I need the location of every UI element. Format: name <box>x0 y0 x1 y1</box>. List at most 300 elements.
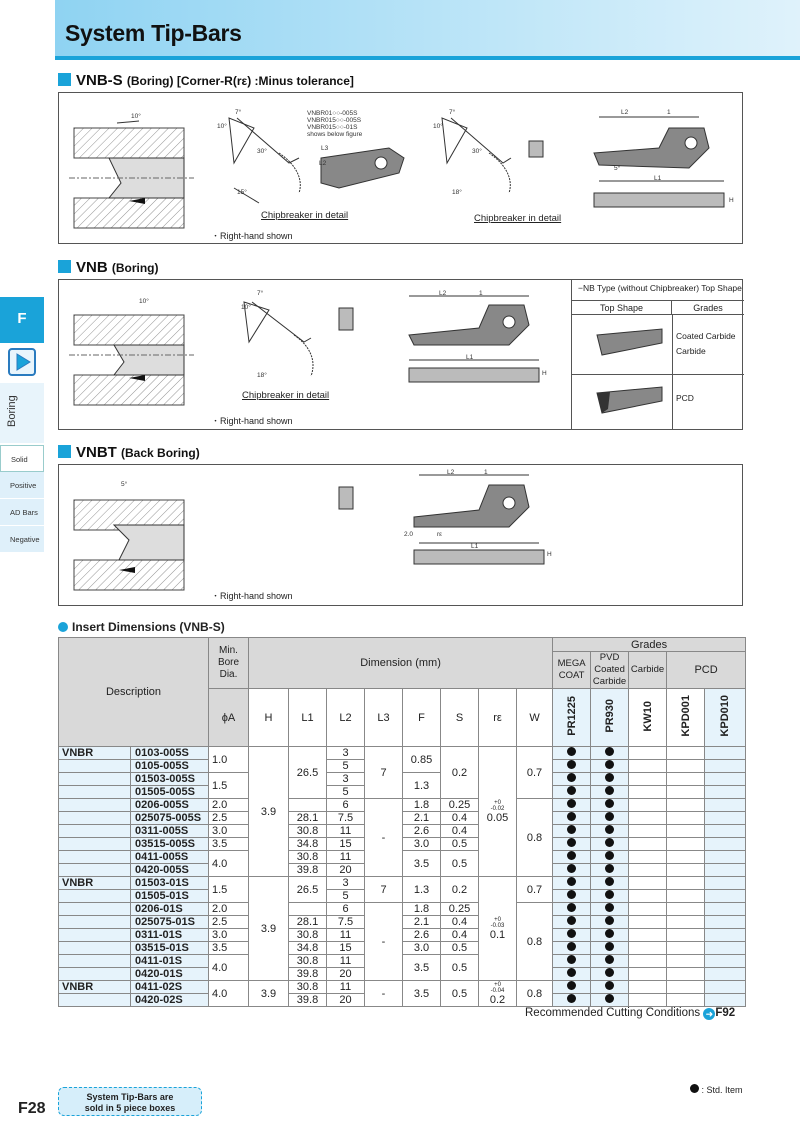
grade-cell <box>591 968 629 981</box>
nb-type-title: −NB Type (without Chipbreaker) Top Shape <box>578 283 742 293</box>
dim-s-cell: 0.5 <box>441 955 479 981</box>
recommended-conditions[interactable] <box>525 1007 735 1020</box>
dim-l2-cell: 6 <box>327 799 365 812</box>
nb-type-box <box>571 280 743 430</box>
section-desc: (Back Boring) <box>121 446 200 460</box>
dim-f-cell: 1.3 <box>403 773 441 799</box>
dim-l2-cell: 11 <box>327 929 365 942</box>
grade-cell <box>667 955 705 968</box>
table-row <box>59 747 746 760</box>
dim-s-cell: 0.4 <box>441 916 479 929</box>
notice-box <box>58 1087 202 1116</box>
dim-l2-cell: 15 <box>327 838 365 851</box>
dim-f-cell: 1.8 <box>403 903 441 916</box>
grade-cell <box>667 760 705 773</box>
col-l2: L2 <box>327 689 365 747</box>
square-bullet-icon <box>58 445 71 458</box>
col-w: W <box>517 689 553 747</box>
dim-a-cell: 2.0 <box>209 799 249 812</box>
angle-label: 7° <box>257 290 264 297</box>
std-item-dot-icon <box>567 929 576 938</box>
std-item-dot-icon <box>605 890 614 899</box>
grade-cell <box>629 903 667 916</box>
dim-f-cell: 2.6 <box>403 929 441 942</box>
grade-cell <box>629 968 667 981</box>
angle-label: 7° <box>235 109 242 116</box>
col-grades: Grades <box>553 638 746 652</box>
dim-f-cell: 2.1 <box>403 916 441 929</box>
std-item-dot-icon <box>567 747 576 756</box>
dim-l2-cell: 5 <box>327 760 365 773</box>
angle-label: 5° <box>614 165 621 172</box>
std-item-dot-icon <box>690 1084 699 1093</box>
dim-l2-label: L2 <box>439 290 447 297</box>
sidebar-letter-tab[interactable]: F <box>0 297 44 343</box>
grade-cell <box>705 760 746 773</box>
dim-l1-cell: 28.1 <box>289 812 327 825</box>
std-item-dot-icon <box>567 942 576 951</box>
vnbs-drawing-panel <box>58 92 743 244</box>
sidebar-list <box>0 445 44 553</box>
vnbt-technical-drawing <box>59 465 744 607</box>
dim-h-cell: 3.9 <box>249 877 289 981</box>
grade-cell <box>705 877 746 890</box>
table-row <box>59 812 746 825</box>
angle-label: 10° <box>433 123 443 130</box>
notice-line: sold in 5 piece boxes <box>84 1103 176 1113</box>
col-h: H <box>249 689 289 747</box>
section-code: VNB-S <box>76 72 123 89</box>
sidebar-category-label: Boring <box>6 395 18 427</box>
grade-cell <box>629 747 667 760</box>
dim-l1-cell: 26.5 <box>289 877 327 903</box>
grade-cell <box>667 890 705 903</box>
dim-s-cell: 0.5 <box>441 942 479 955</box>
dim-s-cell: 0.4 <box>441 812 479 825</box>
grade-cell <box>667 773 705 786</box>
circle-bullet-icon <box>58 622 68 632</box>
grade-cell <box>591 877 629 890</box>
dim-l2-cell: 3 <box>327 773 365 786</box>
table-row <box>59 916 746 929</box>
std-item-dot-icon <box>605 812 614 821</box>
grade-cell <box>553 838 591 851</box>
sidebar-item-negative[interactable]: Negative <box>0 526 44 553</box>
grade-cell <box>629 838 667 851</box>
series-cell <box>59 773 131 786</box>
dim-f-cell: 3.0 <box>403 942 441 955</box>
col-grade-kw10: KW10 <box>629 689 667 747</box>
code-cell: 01503-01S <box>131 877 209 890</box>
std-item-dot-icon <box>567 786 576 795</box>
right-hand-note: ・Right-hand shown <box>211 231 293 241</box>
grade-cell <box>629 760 667 773</box>
grade-cell <box>553 929 591 942</box>
dim-l1-cell: 26.5 <box>289 747 327 799</box>
grade-cell <box>667 994 705 1007</box>
dim-f-cell: 3.5 <box>403 955 441 981</box>
grade-cell <box>629 955 667 968</box>
dim-l1-cell: 39.8 <box>289 968 327 981</box>
grade-cell <box>553 942 591 955</box>
std-item-dot-icon <box>605 825 614 834</box>
dim-a-cell: 2.5 <box>209 916 249 929</box>
grade-cell <box>705 903 746 916</box>
std-item-dot-icon <box>567 903 576 912</box>
table-row <box>59 903 746 916</box>
sidebar-category-boring[interactable] <box>0 383 44 443</box>
dim-f-cell: 3.5 <box>403 981 441 1007</box>
grade-cell <box>553 747 591 760</box>
dim-1-label: 1 <box>479 290 483 297</box>
std-item-dot-icon <box>605 838 614 847</box>
grade-cell <box>591 799 629 812</box>
chipbreaker-caption: Chipbreaker in detail <box>474 213 562 224</box>
grade-cell <box>705 981 746 994</box>
dim-1-label: 1 <box>667 109 671 116</box>
right-hand-note: ・Right-hand shown <box>211 416 293 426</box>
grade-cell <box>553 851 591 864</box>
grade-cell <box>591 981 629 994</box>
dim-f-cell: 0.85 <box>403 747 441 773</box>
std-item-dot-icon <box>567 890 576 899</box>
grade-cell <box>591 929 629 942</box>
series-cell <box>59 955 131 968</box>
insert-shape-icon <box>572 375 672 431</box>
grade-group-pvd: PVD Coated Carbide <box>591 652 629 689</box>
dim-a-cell: 2.0 <box>209 903 249 916</box>
dim-l2-cell: 3 <box>327 877 365 890</box>
table-row <box>59 851 746 864</box>
grade-cell <box>705 851 746 864</box>
grade-group-pcd: PCD <box>667 652 746 689</box>
dim-1-label: 1 <box>484 469 488 476</box>
series-cell <box>59 994 131 1007</box>
series-cell <box>59 916 131 929</box>
series-cell <box>59 864 131 877</box>
dim-l1-label: L1 <box>466 354 474 361</box>
angle-label: 30° <box>472 148 482 155</box>
dim-s-cell: 0.2 <box>441 747 479 799</box>
dim-s-cell: 0.4 <box>441 929 479 942</box>
dim-h-cell: 3.9 <box>249 747 289 877</box>
std-item-dot-icon <box>605 877 614 886</box>
dim-a-cell: 3.0 <box>209 929 249 942</box>
vnbt-drawing-panel <box>58 464 743 606</box>
col-l3: L3 <box>365 689 403 747</box>
dim-l2-label: L2 <box>447 469 455 476</box>
table-row <box>59 799 746 812</box>
col-s: S <box>441 689 479 747</box>
series-cell <box>59 890 131 903</box>
dim-a-cell: 4.0 <box>209 981 249 1007</box>
dim-l2-cell: 20 <box>327 864 365 877</box>
grade-cell <box>591 903 629 916</box>
dim-a-cell: 3.5 <box>209 838 249 851</box>
dim-l1-cell: 34.8 <box>289 942 327 955</box>
section-heading-vnb <box>58 259 159 276</box>
dim-l3-cell: - <box>365 981 403 1007</box>
table-row <box>59 981 746 994</box>
insert-shape-icon <box>572 315 672 375</box>
std-item-dot-icon <box>605 994 614 1003</box>
col-f: F <box>403 689 441 747</box>
grade-cell <box>553 760 591 773</box>
grade-cell <box>705 812 746 825</box>
section-desc: (Boring) <box>111 261 159 275</box>
std-item-dot-icon <box>605 773 614 782</box>
grade-cell <box>591 838 629 851</box>
grade-cell <box>629 864 667 877</box>
series-cell <box>59 851 131 864</box>
code-cell: 0411-005S <box>131 851 209 864</box>
grade-cell <box>667 942 705 955</box>
sidebar-icon-box <box>0 343 44 383</box>
std-item-dot-icon <box>605 981 614 990</box>
series-cell <box>59 786 131 799</box>
grades-header: Grades <box>672 300 744 314</box>
dim-l2-cell: 5 <box>327 786 365 799</box>
grade-cell <box>553 890 591 903</box>
dim-s-cell: 0.2 <box>441 877 479 903</box>
angle-label: 10° <box>241 304 251 311</box>
dim-l3-cell: - <box>365 903 403 981</box>
dim-l2-cell: 7.5 <box>327 812 365 825</box>
series-cell <box>59 929 131 942</box>
insert-dimensions-title: Insert Dimensions (VNB-S) <box>58 620 225 634</box>
dim-l2-cell: 6 <box>327 903 365 916</box>
code-cell: 01503-005S <box>131 773 209 786</box>
angle-label: 10° <box>217 123 227 130</box>
std-item-dot-icon <box>605 747 614 756</box>
vnbs-technical-drawing <box>59 93 744 245</box>
std-item-dot-icon <box>567 864 576 873</box>
series-cell <box>59 968 131 981</box>
legend: : Std. Item <box>690 1084 743 1095</box>
grade-cell <box>629 851 667 864</box>
grade-cell <box>705 955 746 968</box>
grade-cell <box>591 747 629 760</box>
dim-l2-cell: 7.5 <box>327 916 365 929</box>
section-heading-vnbs <box>58 72 354 89</box>
angle-label: 30° <box>257 148 267 155</box>
series-cell: VNBR <box>59 877 131 890</box>
dim-l1-cell: 30.8 <box>289 981 327 994</box>
dim-a-cell: 1.5 <box>209 773 249 799</box>
std-item-dot-icon <box>567 994 576 1003</box>
figure-note: VNBR01○○-005S VNBR015○○-005S VNBR015○○-01S shows below figure <box>307 110 363 138</box>
code-cell: 0411-01S <box>131 955 209 968</box>
code-cell: 0311-005S <box>131 825 209 838</box>
dim-2-label: 2.0 <box>404 531 414 538</box>
grade-cell <box>667 747 705 760</box>
grade-cell <box>591 994 629 1007</box>
table-body <box>59 747 746 1007</box>
std-item-dot-icon <box>567 955 576 964</box>
page-header <box>55 0 800 60</box>
dim-w-cell: 0.8 <box>517 799 553 877</box>
dim-a-cell: 3.0 <box>209 825 249 838</box>
page-title: System Tip-Bars <box>65 20 242 46</box>
code-cell: 0411-02S <box>131 981 209 994</box>
table-row <box>59 773 746 786</box>
dim-l1-cell: 30.8 <box>289 955 327 968</box>
nb-row-carbide <box>572 314 744 374</box>
dim-l2-label: L2 <box>319 160 327 167</box>
dim-h-label: H <box>729 197 734 204</box>
dim-f-cell: 1.8 <box>403 799 441 812</box>
angle-label: 5° <box>121 481 128 488</box>
grade-cell <box>667 864 705 877</box>
table-row <box>59 955 746 968</box>
std-item-dot-icon <box>605 903 614 912</box>
recommended-ref[interactable]: F92 <box>715 1007 736 1019</box>
grade-cell <box>629 786 667 799</box>
grade-cell <box>591 851 629 864</box>
dim-l3-cell: 7 <box>365 877 403 903</box>
vnb-technical-drawing <box>59 280 571 431</box>
grade-cell <box>705 916 746 929</box>
grade-cell <box>667 968 705 981</box>
grade-cell <box>553 916 591 929</box>
section-heading-vnbt <box>58 444 200 461</box>
grade-cell <box>667 812 705 825</box>
code-cell: 03515-005S <box>131 838 209 851</box>
series-cell <box>59 760 131 773</box>
sidebar-item-positive[interactable]: Positive <box>0 472 44 499</box>
col-grade-kpd001: KPD001 <box>667 689 705 747</box>
code-cell: 01505-005S <box>131 786 209 799</box>
grade-cell <box>591 955 629 968</box>
dim-l2-cell: 11 <box>327 825 365 838</box>
std-item-dot-icon <box>605 968 614 977</box>
insert-dimensions-table <box>58 637 746 1007</box>
grade-cell <box>629 773 667 786</box>
series-cell <box>59 799 131 812</box>
dim-l1-cell <box>289 903 327 916</box>
grade-cell <box>667 903 705 916</box>
square-bullet-icon <box>58 260 71 273</box>
dim-l1-label: L1 <box>471 543 479 550</box>
dim-l2-cell: 20 <box>327 968 365 981</box>
std-item-dot-icon <box>567 812 576 821</box>
dim-l1-cell: 34.8 <box>289 838 327 851</box>
table-row <box>59 838 746 851</box>
code-cell: 0420-005S <box>131 864 209 877</box>
code-cell: 01505-01S <box>131 890 209 903</box>
section-code: VNBT <box>76 444 117 461</box>
angle-label: 10° <box>139 298 149 305</box>
std-item-dot-icon <box>605 942 614 951</box>
std-item-dot-icon <box>605 799 614 808</box>
std-item-dot-icon <box>605 864 614 873</box>
dim-l2-cell: 20 <box>327 994 365 1007</box>
code-cell: 0105-005S <box>131 760 209 773</box>
table-row <box>59 942 746 955</box>
code-cell: 0206-01S <box>131 903 209 916</box>
dim-s-cell: 0.25 <box>441 903 479 916</box>
dim-w-cell: 0.7 <box>517 877 553 903</box>
angle-label: 18° <box>257 372 267 379</box>
grade-cell <box>553 825 591 838</box>
code-cell: 0420-01S <box>131 968 209 981</box>
grade-cell <box>553 877 591 890</box>
grade-cell <box>705 890 746 903</box>
dim-h-label: H <box>547 551 552 558</box>
grade-cell <box>591 916 629 929</box>
grade-cell <box>591 942 629 955</box>
dim-l2-cell: 5 <box>327 890 365 903</box>
col-re: rε <box>479 689 517 747</box>
dim-l1-cell: 39.8 <box>289 864 327 877</box>
dim-l1-cell: 28.1 <box>289 916 327 929</box>
top-shape-header: Top Shape <box>572 300 672 314</box>
table-row <box>59 877 746 890</box>
grade-cell <box>705 942 746 955</box>
sidebar-item-solid[interactable]: Solid <box>0 445 44 472</box>
grade-labels: Coated Carbide Carbide <box>676 331 736 356</box>
std-item-dot-icon <box>605 851 614 860</box>
angle-label: 15° <box>237 189 247 196</box>
section-code: VNB <box>76 259 108 276</box>
sidebar-item-ad-bars[interactable]: AD Bars <box>0 499 44 526</box>
section-desc: (Boring) [Corner-R(rε) :Minus tolerance] <box>126 74 354 88</box>
dim-s-cell: 0.4 <box>441 825 479 838</box>
grade-cell <box>591 786 629 799</box>
grade-cell <box>553 786 591 799</box>
page-number: F28 <box>18 1100 46 1117</box>
series-cell <box>59 812 131 825</box>
dim-re-cell: +0 -0.04 0.2 <box>479 981 517 1007</box>
grade-cell <box>667 916 705 929</box>
col-grade-kpd010: KPD010 <box>705 689 746 747</box>
grade-cell <box>705 968 746 981</box>
col-dimension: Dimension (mm) <box>249 638 553 689</box>
std-item-dot-icon <box>567 825 576 834</box>
code-cell: 0420-02S <box>131 994 209 1007</box>
recommended-label: Recommended Cutting Conditions <box>525 1007 701 1019</box>
series-cell <box>59 903 131 916</box>
dim-w-cell: 0.8 <box>517 903 553 981</box>
grade-cell <box>591 825 629 838</box>
col-description: Description <box>59 638 209 747</box>
dim-w-cell: 0.7 <box>517 747 553 799</box>
dim-f-cell: 3.0 <box>403 838 441 851</box>
arrow-right-icon: ➜ <box>703 1008 715 1020</box>
dim-s-cell: 0.5 <box>441 851 479 877</box>
dim-l3-cell: - <box>365 799 403 877</box>
series-cell <box>59 942 131 955</box>
std-item-dot-icon <box>605 916 614 925</box>
dim-a-cell: 3.5 <box>209 942 249 955</box>
grade-cell <box>705 825 746 838</box>
grade-cell <box>629 825 667 838</box>
dim-f-cell: 2.6 <box>403 825 441 838</box>
dim-l2-cell: 11 <box>327 851 365 864</box>
dim-a-cell: 4.0 <box>209 851 249 877</box>
std-item-dot-icon <box>567 916 576 925</box>
angle-label: 18° <box>452 189 462 196</box>
grade-cell <box>667 981 705 994</box>
grade-cell <box>705 864 746 877</box>
grade-cell <box>667 929 705 942</box>
code-cell: 03515-01S <box>131 942 209 955</box>
grade-cell <box>629 812 667 825</box>
grade-cell <box>705 929 746 942</box>
grade-cell <box>667 825 705 838</box>
dim-f-cell: 1.3 <box>403 877 441 903</box>
dim-w-cell: 0.8 <box>517 981 553 1007</box>
